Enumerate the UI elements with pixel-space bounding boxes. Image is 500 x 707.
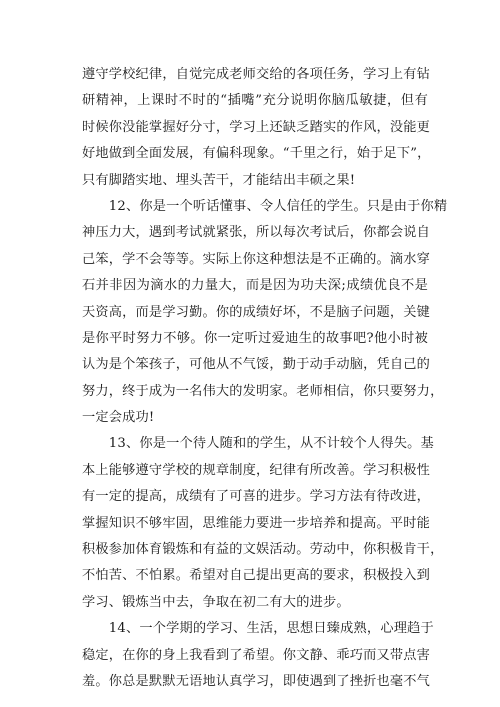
text-line: 13、你是一个待人随和的学生，从不计较个人得失。基 [82, 436, 434, 452]
text-line: 石并非因为滴水的力量大，而是因为功夫深;成绩优良不是 [82, 278, 428, 294]
text-line: 羞。你总是默默无语地认真学习，即使遇到了挫折也毫不气 [82, 673, 431, 689]
text-line: 14、一个学期的学习、生活，思想日臻成熟，心理趋于 [82, 621, 434, 637]
text-line: 稳定，在你的身上我看到了希望。你文静、乖巧而又带点害 [82, 647, 431, 663]
text-line: 是你平时努力不够。你一定听过爱迪生的故事吧?他小时被 [82, 330, 428, 346]
text-line: 遵守学校纪律，自觉完成老师交给的各项任务，学习上有钻 [82, 67, 431, 82]
text-line: 天资高，而是学习勤。你的成绩好坏，不是脑子问题，关键 [82, 304, 431, 320]
text-line: 研精神，上课时不时的“插嘴”充分说明你脑瓜敏捷，但有 [82, 93, 428, 109]
text-line: 一定会成功! [82, 410, 155, 426]
text-line: 神压力大，遇到考试就紧张，所以每次考试后，你都会说自 [82, 225, 431, 241]
text-line: 积极参加体育锻炼和有益的文娱活动。劳动中，你积极肯干， [82, 542, 444, 558]
text-line: 只有脚踏实地、埋头苦干，才能结出丰硕之果! [82, 172, 356, 188]
paragraph-13 [82, 431, 444, 616]
text-line: 掌握知识不够牢固，思维能力要进一步培养和提高。平时能 [82, 515, 431, 531]
document-body [82, 62, 448, 695]
paragraph-1 [82, 62, 431, 194]
paragraph-12 [82, 194, 448, 432]
paragraph-14 [82, 616, 434, 695]
text-line: 努力，终于成为一名伟大的发明家。老师相信，你只要努力， [82, 383, 444, 399]
text-line: 时候你没能掌握好分寸，学习上还缺乏踏实的作风，没能更 [82, 119, 431, 135]
text-line: 好地做到全面发展，有偏科现象。“千里之行，始于足下”， [82, 146, 431, 162]
text-line: 学习、锻炼当中去，争取在初二有大的进步。 [82, 594, 350, 610]
text-line: 不怕苦、不怕累。希望对自己提出更高的要求，积极投入到 [82, 568, 431, 584]
text-line: 己笨，学不会等等。实际上你这种想法是不正确的。滴水穿 [82, 251, 431, 267]
text-line: 有一定的提高，成绩有了可喜的进步。学习方法有待改进， [82, 489, 431, 505]
text-line: 本上能够遵守学校的规章制度，纪律有所改善。学习积极性 [82, 462, 431, 478]
text-line: 12、你是一个听话懂事、令人信任的学生。只是由于你精 [82, 198, 448, 214]
text-line: 认为是个笨孩子，可他从不气馁，勤于动手动脑，凭自己的 [82, 357, 431, 373]
